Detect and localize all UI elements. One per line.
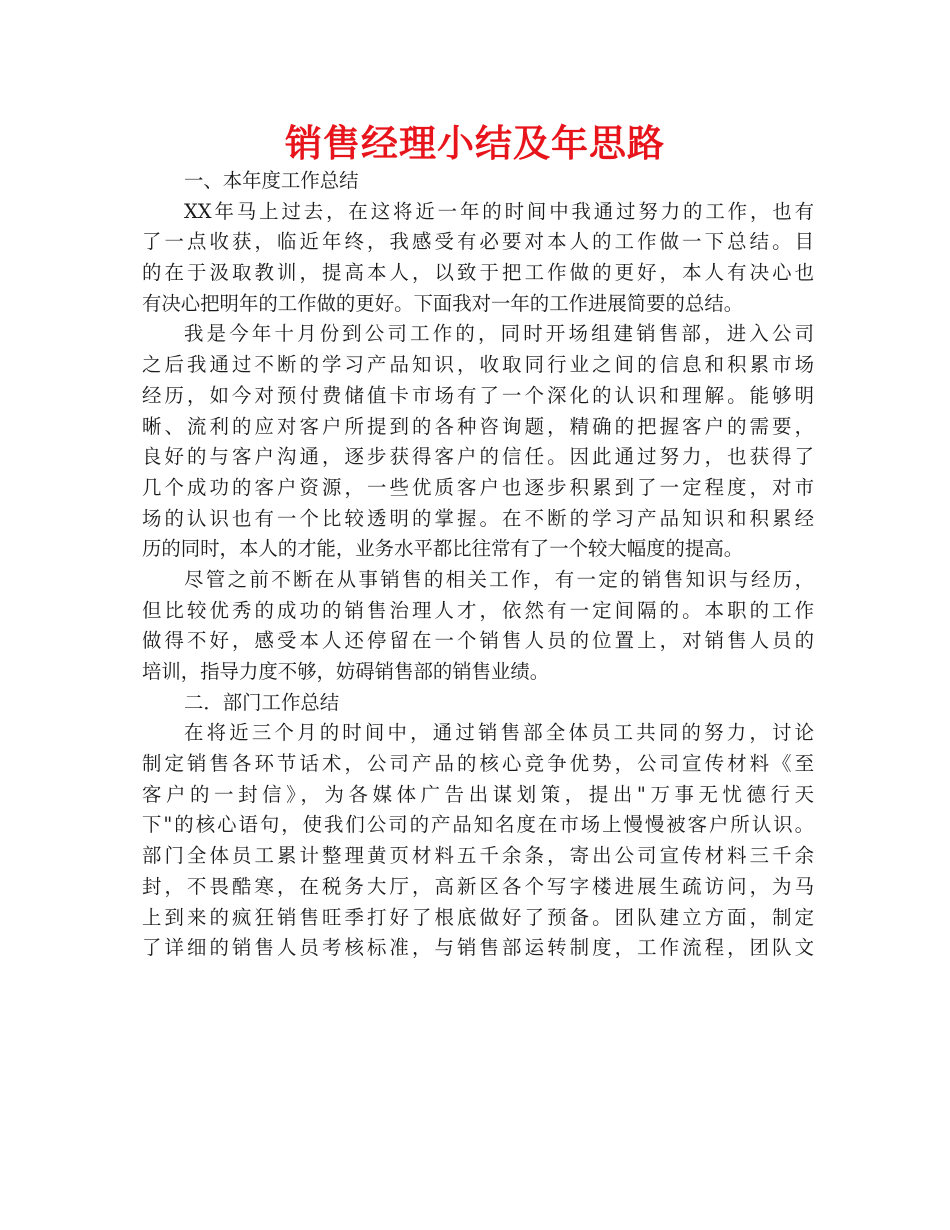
paragraph-line: 封，不畏酷寒，在税务大厅，高新区各个写字楼进展生疏访问，为马 bbox=[142, 874, 814, 898]
paragraph-line: 之后我通过不断的学习产品知识，收取同行业之间的信息和积累市场 bbox=[142, 353, 814, 377]
paragraph-line: 在将近三个月的时间中，通过销售部全体员工共同的努力，讨论 bbox=[184, 721, 814, 745]
paragraph-line: 尽管之前不断在从事销售的相关工作，有一定的销售知识与经历， bbox=[184, 567, 814, 591]
paragraph-line: 的在于汲取教训，提高本人，以致于把工作做的更好，本人有决心也 bbox=[142, 261, 814, 285]
paragraph-line: 部门全体员工累计整理黄页材料五千余条，寄出公司宣传材料三千余 bbox=[142, 844, 814, 868]
paragraph-line: 培训，指导力度不够，妨碍销售部的销售业绩。 bbox=[142, 660, 550, 683]
paragraph-line: 了详细的销售人员考核标准，与销售部运转制度，工作流程，团队文 bbox=[142, 936, 814, 960]
paragraph-line: 制定销售各环节话术，公司产品的核心竞争优势，公司宣传材料《至 bbox=[142, 752, 814, 776]
paragraph-line: 上到来的疯狂销售旺季打好了根底做好了预备。团队建立方面，制定 bbox=[142, 905, 814, 929]
paragraph-line: 但比较优秀的成功的销售治理人才，依然有一定间隔的。本职的工作 bbox=[142, 598, 814, 622]
section-heading: 一、本年度工作总结 bbox=[184, 169, 359, 192]
paragraph-line: 了一点收获，临近年终，我感受有必要对本人的工作做一下总结。目 bbox=[142, 230, 814, 254]
paragraph-line: 我是今年十月份到公司工作的，同时开场组建销售部，进入公司 bbox=[184, 322, 814, 346]
paragraph-line: 场的认识也有一个比较透明的掌握。在不断的学习产品知识和积累经 bbox=[142, 506, 814, 530]
paragraph-line: 有决心把明年的工作做的更好。下面我对一年的工作进展简要的总结。 bbox=[142, 291, 744, 315]
paragraph-line: 下"的核心语句，使我们公司的产品知名度在市场上慢慢被客户所认识。 bbox=[142, 813, 814, 837]
paragraph-line: 晰、流利的应对客户所提到的各种咨询题，精确的把握客户的需要， bbox=[142, 414, 814, 438]
document-body bbox=[142, 166, 814, 964]
paragraph-line: 良好的与客户沟通，逐步获得客户的信任。因此通过努力，也获得了 bbox=[142, 445, 814, 469]
section-heading: 二．部门工作总结 bbox=[184, 690, 340, 714]
paragraph-line: XX年马上过去，在这将近一年的时间中我通过努力的工作，也有 bbox=[184, 199, 814, 223]
paragraph-line: 历的同时，本人的才能，业务水平都比往常有了一个较大幅度的提高。 bbox=[142, 537, 744, 561]
document-title: 销售经理小结及年思路 bbox=[285, 122, 665, 165]
paragraph-line: 做得不好，感受本人还停留在一个销售人员的位置上，对销售人员的 bbox=[142, 629, 814, 653]
paragraph-line: 经历，如今对预付费储值卡市场有了一个深化的认识和理解。能够明 bbox=[142, 383, 814, 407]
paragraph-line: 几个成功的客户资源，一些优质客户也逐步积累到了一定程度，对市 bbox=[142, 475, 814, 499]
paragraph-line: 客户的一封信》，为各媒体广告出谋划策，提出"万事无忧德行天 bbox=[142, 782, 814, 806]
